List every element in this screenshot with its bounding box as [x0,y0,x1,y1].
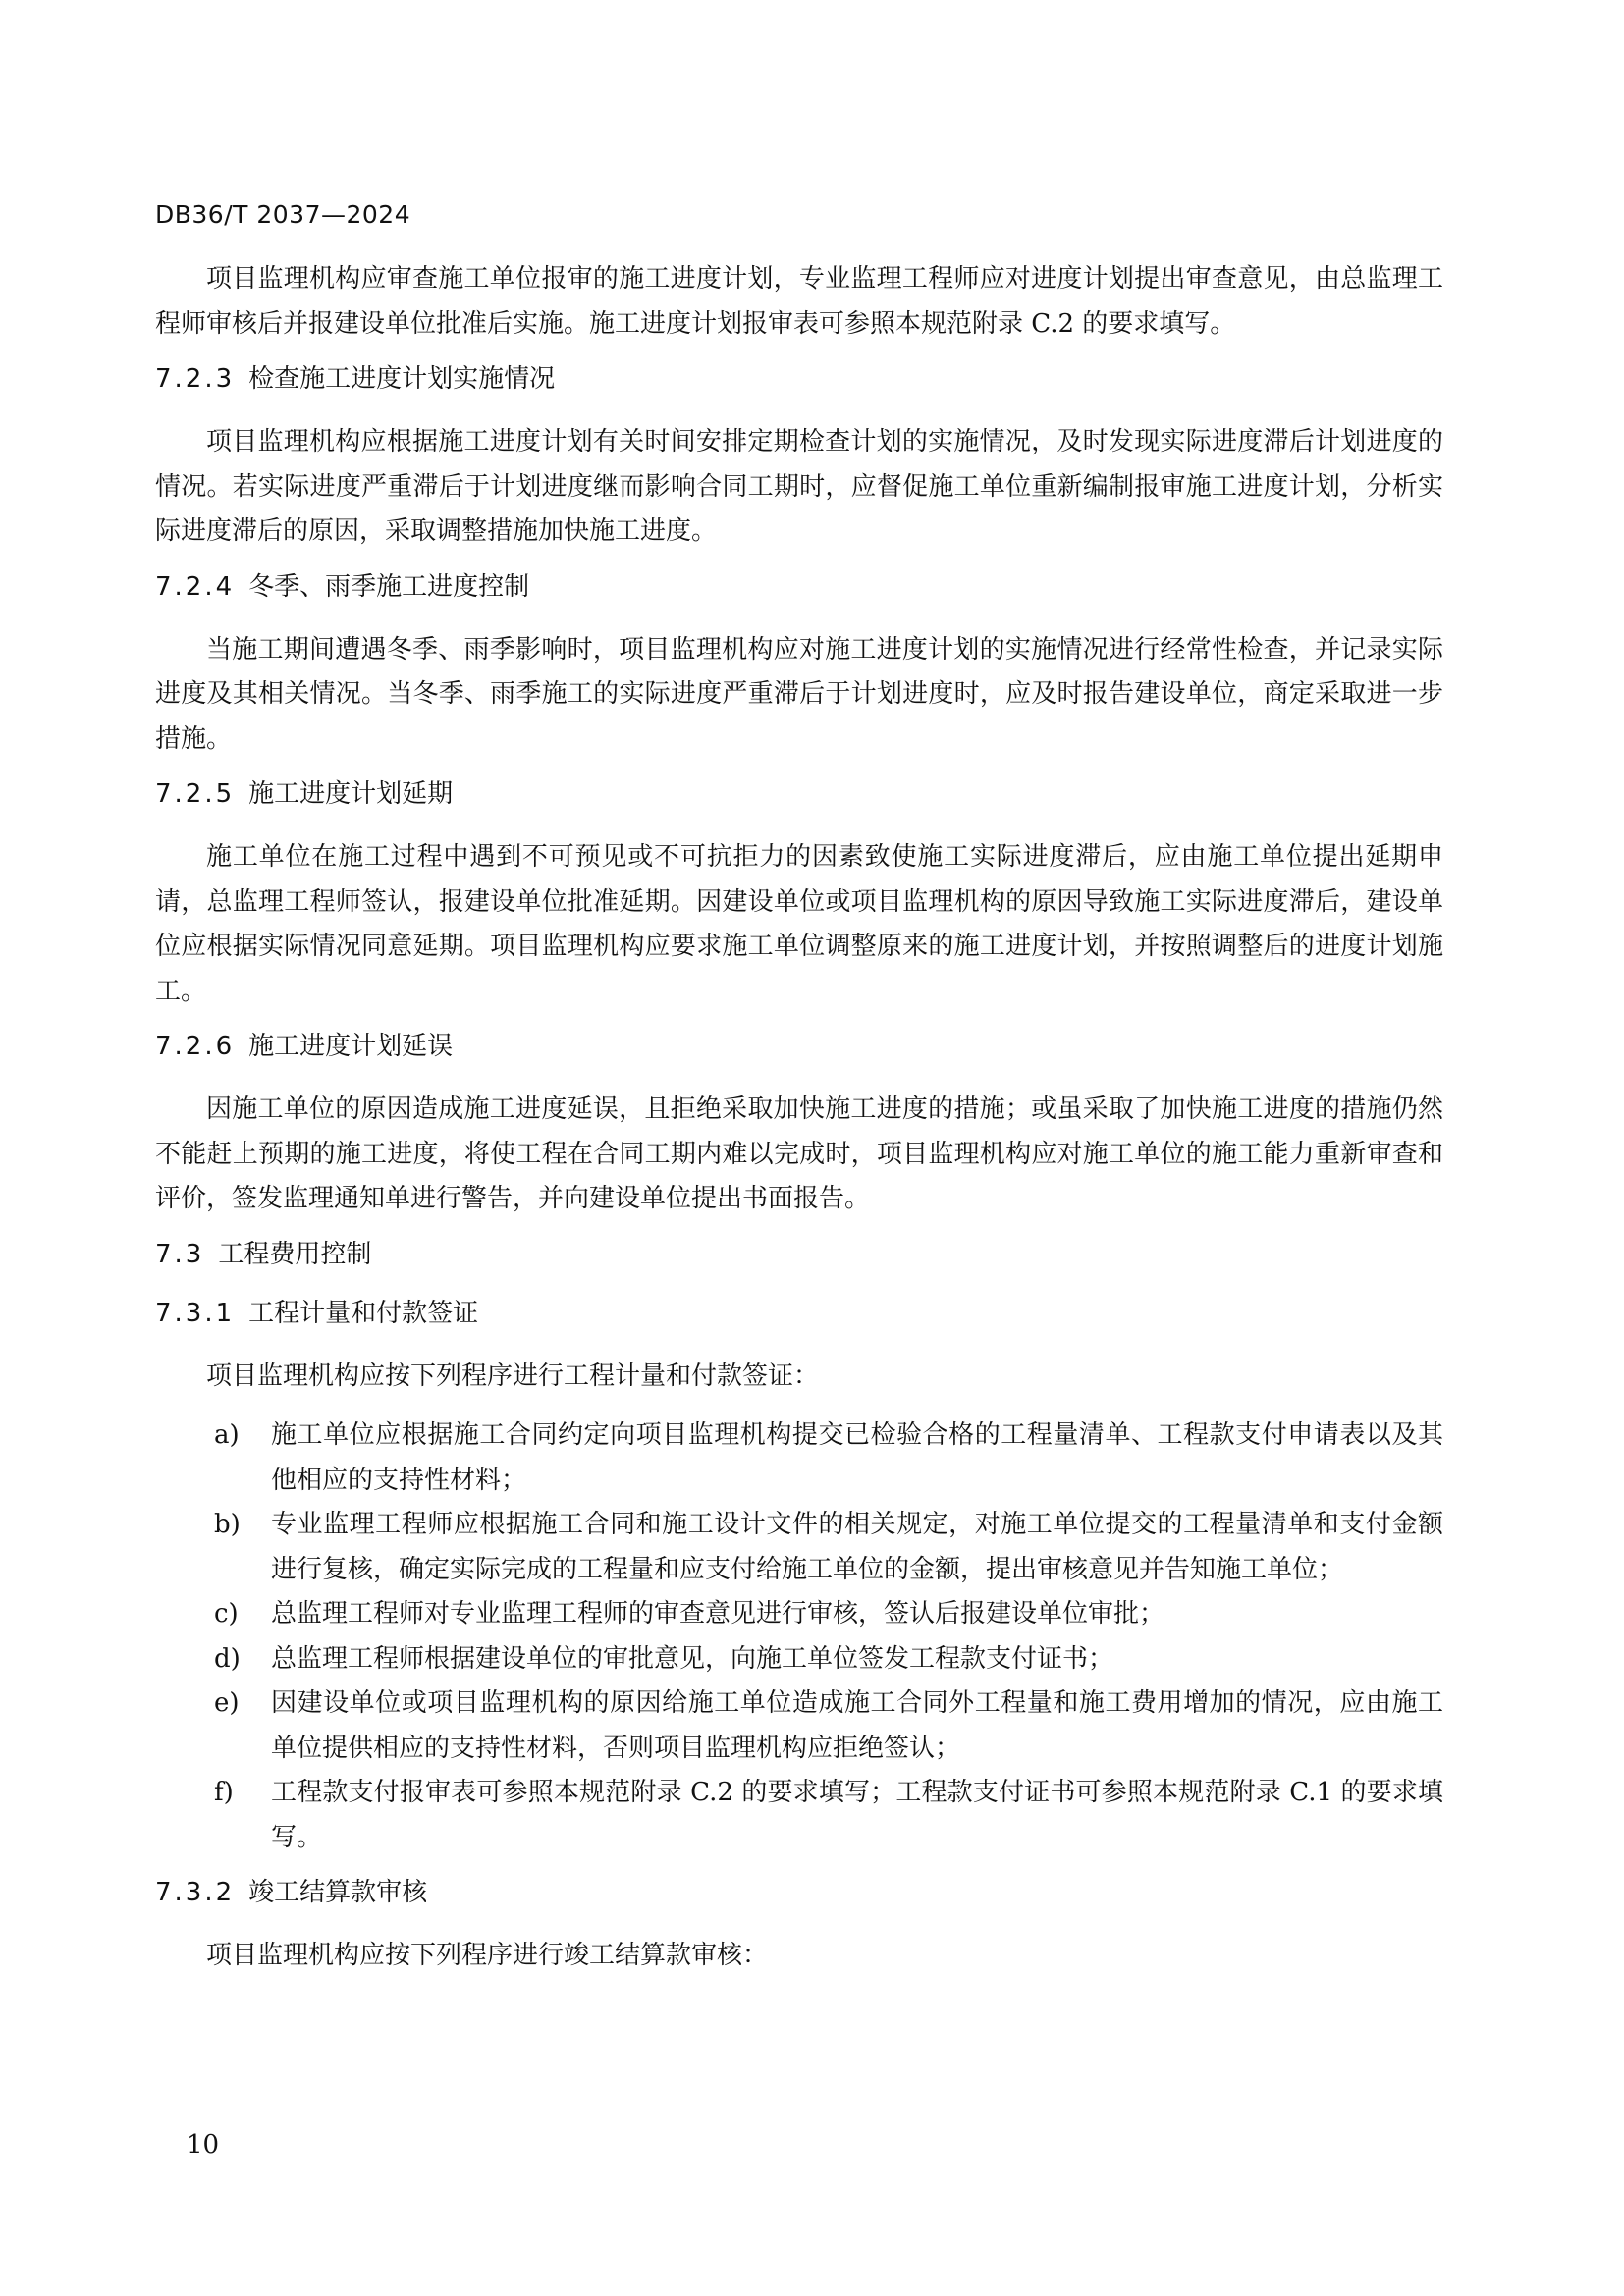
section-title: 检查施工进度计划实施情况 [248,364,556,394]
paragraph: 项目监理机构应按下列程序进行竣工结算款审核： [206,1941,769,1970]
section-number: 7.3.1 [155,1298,236,1328]
section-number: 7.2.3 [155,364,236,394]
section-title: 工程费用控制 [218,1239,372,1269]
list-item-label: a) [214,1420,240,1450]
document-body [155,257,1443,1994]
paragraph: 当施工期间遭遇冬季、雨季影响时，项目监理机构应对施工进度计划的实施情况进行经常性检查，并记录实际进度及其相关情况。当冬季、雨季施工的实际进度严重滞后于计划进度时，应及时报告建设单位，商定采取进一步措施。 [155,634,1443,754]
page-number: 10 [187,2130,220,2160]
section-title: 竣工结算款审核 [248,1878,428,1907]
paragraph: 项目监理机构应根据施工进度计划有关时间安排定期检查计划的实施情况，及时发现实际进度滞后计划进度的情况。若实际进度严重滞后于计划进度继而影响合同工期时，应督促施工单位重新编制报审施工进度计划，分析实际进度滞后的原因，采取调整措施加快施工进度。 [155,427,1443,546]
section-number: 7.2.6 [155,1032,236,1061]
list-item [155,1637,1443,1682]
list-item-label: f) [214,1778,234,1807]
section-heading-7-2-6 [155,1029,1443,1064]
paragraph: 因施工单位的原因造成施工进度延误，且拒绝采取加快施工进度的措施；或虽采取了加快施工进度的措施仍然不能赶上预期的施工进度，将使工程在合同工期内难以完成时，项目监理机构应对施工单位的施工能力重新审查和评价，签发监理通知单进行警告，并向建设单位提出书面报告。 [155,1095,1443,1213]
section-heading-7-3 [155,1237,1443,1272]
section-title: 工程计量和付款签证 [248,1298,479,1328]
section-number: 7.2.5 [155,779,236,809]
section-number: 7.3 [155,1239,205,1269]
list-item [155,1592,1443,1637]
section-heading-7-2-4 [155,569,1443,605]
paragraph: 项目监理机构应按下列程序进行工程计量和付款签证： [206,1361,820,1391]
section-number: 7.2.4 [155,571,236,602]
section-number: 7.3.2 [155,1878,236,1907]
list-item-text: 因建设单位或项目监理机构的原因给施工单位造成施工合同外工程量和施工费用增加的情况，应由施工单位提供相应的支持性材料，否则项目监理机构应拒绝签认； [271,1688,1443,1763]
list-item [155,1771,1443,1860]
list-item-text: 专业监理工程师应根据施工合同和施工设计文件的相关规定，对施工单位提交的工程量清单和支付金额进行复核，确定实际完成的工程量和应支付给施工单位的金额，提出审核意见并告知施工单位； [271,1510,1443,1584]
list-item [155,1503,1443,1592]
section-heading-7-2-3 [155,361,1443,397]
list-item-label: b) [214,1510,241,1539]
list-item-text: 施工单位应根据施工合同约定向项目监理机构提交已检验合格的工程量清单、工程款支付申请表以及其他相应的支持性材料； [271,1420,1443,1495]
section-title: 施工进度计划延误 [248,1032,454,1061]
list-item [155,1682,1443,1771]
paragraph: 施工单位在施工过程中遇到不可预见或不可抗拒力的因素致使施工实际进度滞后，应由施工单位提出延期申请，总监理工程师签认，报建设单位批准延期。因建设单位或项目监理机构的原因导致施工实际进度滞后，建设单位应根据实际情况同意延期。项目监理机构应要求施工单位调整原来的施工进度计划，并按照调整后的进度计划施工。 [155,842,1443,1006]
list-item [155,1414,1443,1503]
document-code-header: DB36/T 2037—2024 [155,200,411,229]
list-item-label: d) [214,1643,241,1674]
list-item-text: 工程款支付报审表可参照本规范附录 C.2 的要求填写；工程款支付证书可参照本规范附录 C.1 的要求填写。 [271,1778,1443,1852]
paragraph: 项目监理机构应审查施工单位报审的施工进度计划，专业监理工程师应对进度计划提出审查意见，由总监理工程师审核后并报建设单位批准后实施。施工进度计划报审表可参照本规范附录 C.2 的要求填写。 [155,264,1443,339]
section-title: 施工进度计划延期 [248,779,454,809]
list-item-text: 总监理工程师根据建设单位的审批意见，向施工单位签发工程款支付证书； [271,1643,1114,1674]
list-item-text: 总监理工程师对专业监理工程师的审查意见进行审核，签认后报建设单位审批； [271,1599,1165,1629]
section-heading-7-3-1 [155,1296,1443,1331]
section-title: 冬季、雨季施工进度控制 [248,571,530,602]
list-item-label: e) [214,1688,240,1718]
list-item-label: c) [214,1599,239,1629]
section-heading-7-2-5 [155,776,1443,812]
section-heading-7-3-2 [155,1875,1443,1910]
procedure-list [155,1414,1443,1860]
